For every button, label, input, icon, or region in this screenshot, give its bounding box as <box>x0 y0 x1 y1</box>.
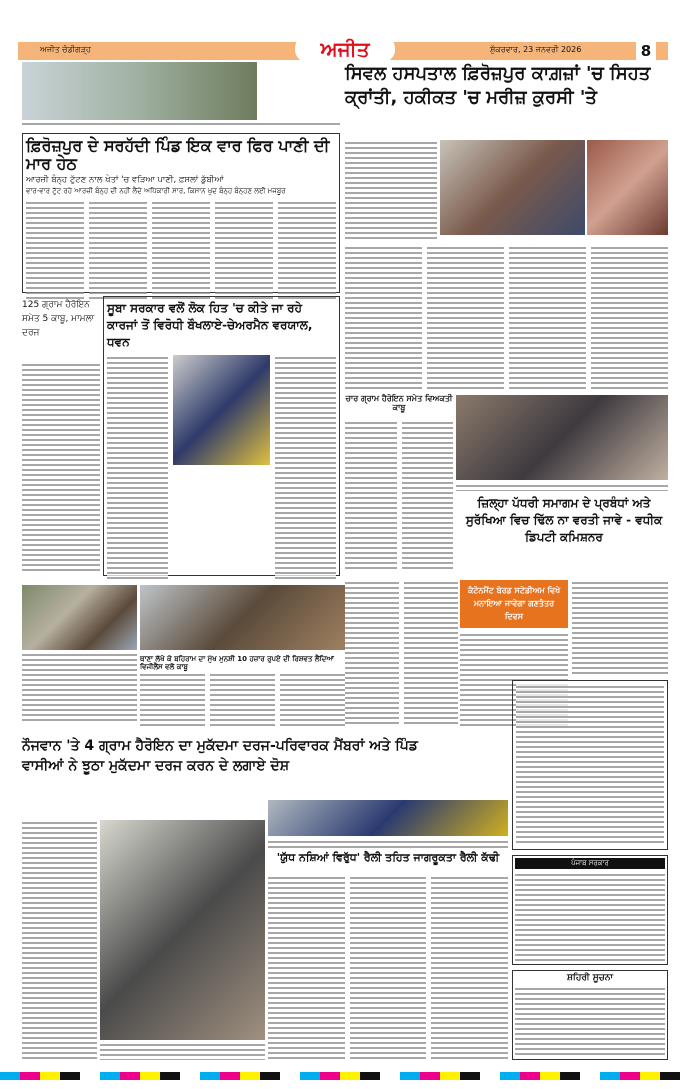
masthead-logo: ਅਜੀਤ <box>295 36 395 62</box>
rally-headline: 'ਯੁੱਧ ਨਸ਼ਿਆਂ ਵਿਰੁੱਧ' ਰੈਲੀ ਤਹਿਤ ਜਾਗਰੂਕਤਾ ਰੈਲੀ ਕੱਢੀ <box>276 851 500 864</box>
govt-notice <box>512 680 668 850</box>
flood-story <box>22 133 340 293</box>
color-registration-bar <box>0 1072 687 1080</box>
hospital-headline: ਸਿਵਲ ਹਸਪਤਾਲ ਫ਼ਿਰੋਜ਼ਪੁਰ ਕਾਗ਼ਜ਼ਾਂ 'ਚ ਸਿਹਤ ਕ੍ਰਾਂਤੀ, ਹਕੀਕਤ 'ਚ ਮਰੀਜ਼ ਕੁਰਸੀ 'ਤੇ <box>345 63 651 108</box>
hospital-bullets <box>345 140 437 240</box>
heroin125-headline: 125 ਗ੍ਰਾਮ ਹੈਰੋਇਨ ਸਮੇਤ 5 ਕਾਬੂ, ਮਾਮਲਾ ਦਰਜ <box>22 300 95 338</box>
hospital-photo-2 <box>587 140 668 235</box>
ad-title: ਪੰਜਾਬ ਸਰਕਾਰ <box>515 858 665 869</box>
heroin4-headline: ਚਾਰ ਗ੍ਰਾਮ ਹੈਰੋਇਨ ਸਮੇਤ ਵਿਅਕਤੀ ਕਾਬੂ <box>345 394 453 412</box>
rally-caption <box>268 839 508 849</box>
hospital-photo-1 <box>440 140 585 235</box>
youth-headline: ਨੌਜਵਾਨ 'ਤੇ 4 ਗ੍ਰਾਮ ਹੈਰੋਇਨ ਦਾ ਮੁਕੱਦਮਾ ਦਰਜ-ਪਰਿਵਾਰਕ ਮੈਂਬਰਾਂ ਅਤੇ ਪਿੰਡ ਵਾਸੀਆਂ ਨੇ ਝੂਠਾ ਮੁਕੱਦਮਾ ਦਰਜ ਕਰਨ ਦੇ ਲਗਾਏ ਦੋਸ਼ <box>22 738 418 774</box>
youth-caption <box>100 1042 265 1060</box>
photo-caption <box>22 121 340 128</box>
youth-photo <box>100 820 265 1040</box>
meeting-photo <box>456 395 668 480</box>
story-body <box>572 580 668 675</box>
meeting-caption <box>456 483 668 491</box>
govt-headline: ਸੂਬਾ ਸਰਕਾਰ ਵਲੋਂ ਲੋਕ ਹਿਤ 'ਚ ਕੀਤੇ ਜਾ ਰਹੇ ਕਾਰਜਾਂ ਤੋਂ ਵਿਰੋਧੀ ਬੌਖਲਾਏ-ਚੇਅਰਮੈਨ ਵਰਯਾਲ, ਧਵਨ <box>107 301 313 349</box>
group-photo-1 <box>22 585 137 650</box>
flood-photo <box>22 62 257 120</box>
rally-photo <box>268 800 508 836</box>
group-photo-2 <box>140 585 345 650</box>
date: ਸ਼ੁੱਕਰਵਾਰ, 23 ਜਨਵਰੀ 2026 <box>490 45 582 54</box>
page-number: 8 <box>636 42 656 60</box>
heroin125-body <box>22 362 100 572</box>
flood-sub2: ਵਾਰ-ਵਾਰ ਟੁੱਟ ਰਹੇ ਆਰਜ਼ੀ ਬੰਨ੍ਹ ਦੀ ਨਹੀਂ ਲੈਂਦੇ ਅਧਿਕਾਰੀ ਸਾਰ, ਕਿਸਾਨ ਖ਼ੁਦ ਬੰਨ੍ਹ ਬੰਨ੍ਹਣ ਲਈ ਮਜਬੂਰ <box>26 187 286 196</box>
govt-story <box>103 296 340 576</box>
district-headline: ਜ਼ਿਲ੍ਹਾ ਪੱਧਰੀ ਸਮਾਗਮ ਦੇ ਪ੍ਰਬੰਧਾਂ ਅਤੇ ਸੁਰੱਖਿਆ ਵਿਚ ਢਿੱਲ ਨਾ ਵਰਤੀ ਜਾਵੇ - ਵਧੀਕ ਡਿਪਟੀ ਕਮਿਸ਼ਨਰ <box>465 496 663 544</box>
public-notice-ad <box>512 970 668 1060</box>
section-name: ਅਜੀਤ ਚੰਡੀਗੜ੍ਹ <box>40 45 91 54</box>
republic-box: ਕੰਟੋਨਮੈਂਟ ਬੋਰਡ ਸਟੇਡੀਅਮ ਵਿਖੇ ਮਨਾਇਆ ਜਾਵੇਗਾ ਗਣਤੰਤਰ ਦਿਵਸ <box>460 580 568 628</box>
flood-sub1: ਆਰਜ਼ੀ ਬੰਨ੍ਹ ਟੁੱਟਣ ਨਾਲ ਖੇਤਾਂ 'ਚ ਵੜਿਆ ਪਾਣੀ, ਫ਼ਸਲਾਂ ਡੁੱਬੀਆਂ <box>26 175 224 186</box>
flood-headline: ਫ਼ਿਰੋਜ਼ਪੁਰ ਦੇ ਸਰਹੱਦੀ ਪਿੰਡ ਇਕ ਵਾਰ ਫਿਰ ਪਾਣੀ ਦੀ ਮਾਰ ਹੇਠ <box>26 136 330 173</box>
youth-body <box>22 820 97 1060</box>
vigilance-headline: ਥਾਣਾ ਲੱਖੋ ਕੇ ਬਹਿਰਾਮ ਦਾ ਮੁੱਖ ਮੁਨਸ਼ੀ 10 ਹਜ਼ਾਰ ਰੁਪਏ ਦੀ ਰਿਸ਼ਵਤ ਲੈਂਦਿਆਂ ਵਿਜੀਲੈਂਸ ਵਲੋਂ ਕਾਬੂ <box>140 655 335 671</box>
ad-title: ਸ਼ਹਿਰੀ ਸੂਚਨਾ <box>566 973 614 983</box>
punjab-govt-ad <box>512 855 668 965</box>
story-body <box>22 652 137 722</box>
